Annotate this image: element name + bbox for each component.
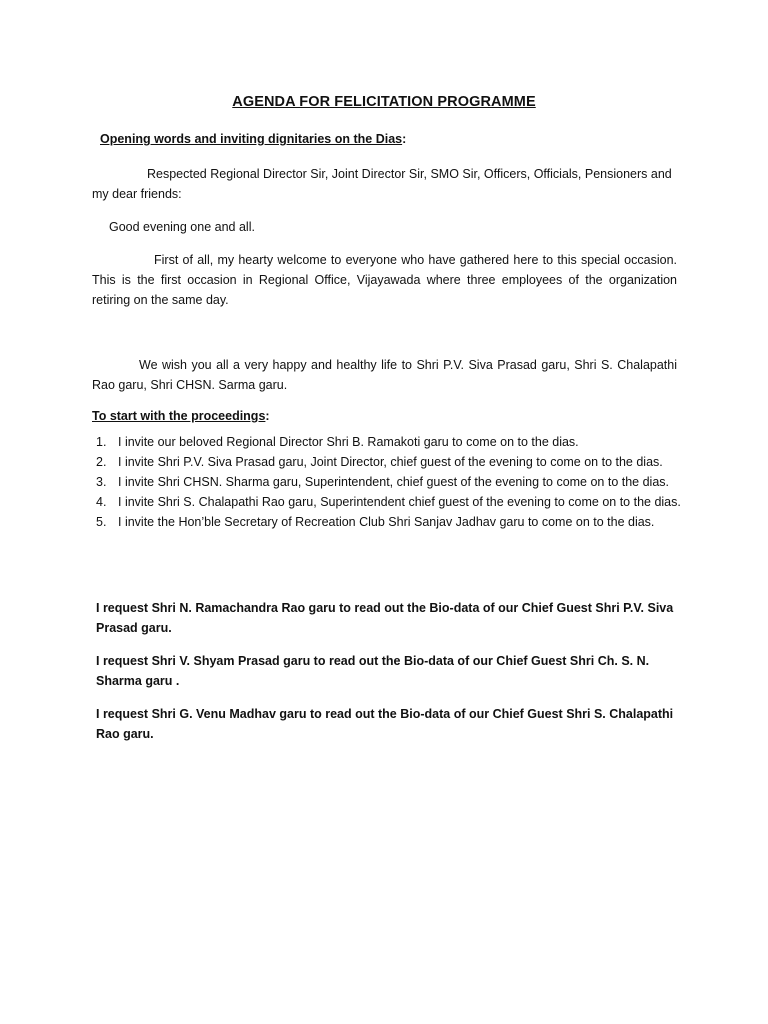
list-item <box>92 432 682 452</box>
invitation-list <box>92 432 682 532</box>
list-item-text: I invite Shri CHSN. Sharma garu, Superintendent, chief guest of the evening to come on to the dias. <box>118 475 670 489</box>
list-item <box>92 512 682 532</box>
greeting-paragraph: Good evening one and all. <box>109 220 255 234</box>
list-item <box>92 452 682 472</box>
opening-heading-text: Opening words and inviting dignitaries on the Dias <box>100 132 403 146</box>
list-item-text: I invite the Hon’ble Secretary of Recreation Club Shri Sanjav Jadhav garu to come on to the dias. <box>118 515 655 529</box>
opening-heading <box>100 132 406 146</box>
list-item <box>92 492 682 512</box>
list-item-text: I invite Shri S. Chalapathi Rao garu, Superintendent chief guest of the evening to come on to the dias. <box>118 495 681 509</box>
request-paragraph-2: I request Shri V. Shyam Prasad garu to read out the Bio-data of our Chief Guest Shri Ch. S. N. Sharma garu . <box>96 654 650 688</box>
list-item-text: I invite Shri P.V. Siva Prasad garu, Joint Director, chief guest of the evening to come on to the dias. <box>118 455 663 469</box>
document-title: AGENDA FOR FELICITATION PROGRAMME <box>232 94 536 110</box>
welcome-paragraph: First of all, my hearty welcome to everyone who have gathered here to this special occasion. This is the first occasion in Regional Office, Vijayawada where three employees of the organization retiring on the same day. <box>92 253 677 307</box>
list-item-number: 4. <box>96 495 107 509</box>
request-paragraph-1: I request Shri N. Ramachandra Rao garu to read out the Bio-data of our Chief Guest Shri P.V. Siva Prasad garu. <box>96 601 674 635</box>
list-item-text: I invite our beloved Regional Director Shri B. Ramakoti garu to come on to the dias. <box>118 435 579 449</box>
list-item-number: 3. <box>96 475 107 489</box>
list-item-number: 1. <box>96 435 107 449</box>
list-item-number: 2. <box>96 455 107 469</box>
wishes-paragraph: We wish you all a very happy and healthy life to Shri P.V. Siva Prasad garu, Shri S. Chalapathi Rao garu, Shri CHSN. Sarma garu. <box>92 358 677 392</box>
list-item <box>92 472 682 492</box>
salutation-paragraph: Respected Regional Director Sir, Joint Director Sir, SMO Sir, Officers, Officials, Pensioners and my dear friends: <box>92 167 672 201</box>
proceedings-heading <box>92 409 270 423</box>
list-item-number: 5. <box>96 515 107 529</box>
request-paragraph-3: I request Shri G. Venu Madhav garu to read out the Bio-data of our Chief Guest Shri S. Chalapathi Rao garu. <box>96 707 674 741</box>
proceedings-heading-colon: : <box>265 409 270 423</box>
opening-heading-colon: : <box>402 132 407 146</box>
proceedings-heading-text: To start with the proceedings <box>92 409 266 423</box>
